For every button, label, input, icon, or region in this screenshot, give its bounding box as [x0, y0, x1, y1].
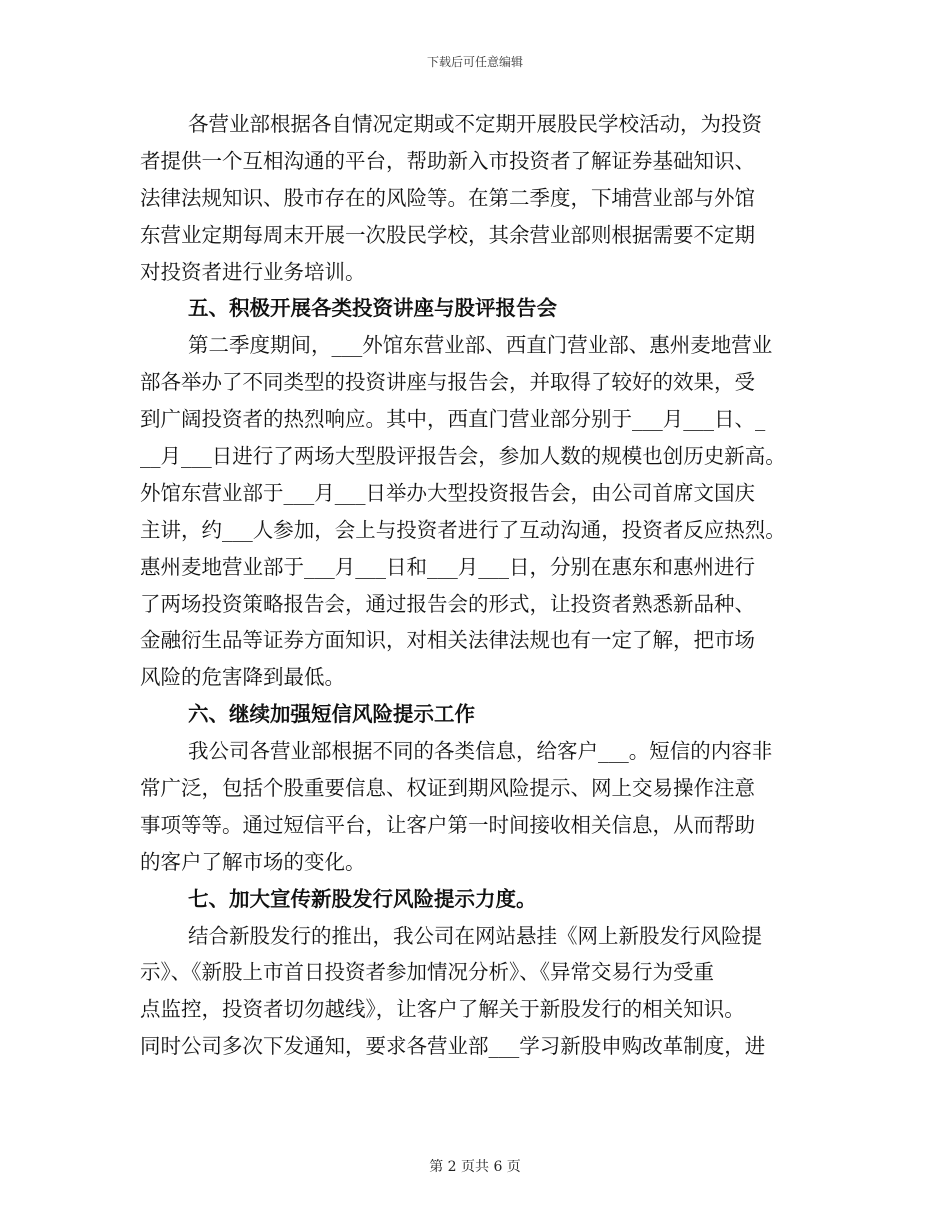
paragraph-line: 外馆东营业部于___月___日举办大型投资报告会，由公司首席文国庆	[140, 480, 755, 505]
section-heading: 七、加大宣传新股发行风险提示力度。	[188, 886, 537, 911]
paragraph-line: 常广泛，包括个股重要信息、权证到期风险提示、网上交易操作注意	[140, 776, 755, 801]
page-header: 下载后可任意编辑	[426, 55, 523, 69]
paragraph-line: 事项等等。通过短信平台，让客户第一时间接收相关信息，从而帮助	[140, 812, 755, 837]
paragraph-line: 我公司各营业部根据不同的各类信息，给客户___。短信的内容非	[188, 739, 773, 764]
paragraph-line: 法律法规知识、股市存在的风险等。在第二季度，下埔营业部与外馆	[140, 185, 755, 210]
paragraph-line: 惠州麦地营业部于___月___日和___月___日，分别在惠东和惠州进行	[140, 554, 755, 579]
paragraph-line: 金融衍生品等证券方面知识，对相关法律法规也有一定了解，把市场	[140, 628, 755, 653]
page-number: 第 2 页共 6 页	[429, 1159, 521, 1175]
paragraph-line: __月___日进行了两场大型股评报告会，参加人数的规模也创历史新高。	[140, 444, 786, 469]
paragraph-line: 东营业定期每周末开展一次股民学校，其余营业部则根据需要不定期	[140, 222, 755, 247]
paragraph-line: 第二季度期间，___外馆东营业部、西直门营业部、惠州麦地营业	[188, 333, 773, 358]
paragraph-line: 部各举办了不同类型的投资讲座与报告会，并取得了较好的效果，受	[140, 370, 755, 395]
paragraph-line: 示》、《新股上市首日投资者参加情况分析》、《异常交易行为受重	[140, 960, 714, 985]
paragraph-line: 同时公司多次下发通知，要求各营业部___学习新股申购改革制度，进	[140, 1034, 766, 1059]
section-heading: 五、积极开展各类投资讲座与股评报告会	[188, 296, 557, 321]
document-body	[140, 106, 820, 1065]
section-heading: 六、继续加强短信风险提示工作	[188, 702, 475, 727]
paragraph-line: 点监控，投资者切勿越线》，让客户了解关于新股发行的相关知识。	[140, 997, 745, 1022]
paragraph-line: 各营业部根据各自情况定期或不定期开展股民学校活动，为投资	[188, 112, 762, 136]
paragraph-line: 对投资者进行业务培训。	[140, 259, 366, 284]
paragraph-line: 风险的危害降到最低。	[140, 665, 345, 690]
paragraph-line: 结合新股发行的推出，我公司在网站悬挂《网上新股发行风险提	[188, 923, 762, 948]
paragraph-line: 的客户了解市场的变化。	[140, 849, 366, 874]
paragraph-line: 者提供一个互相沟通的平台，帮助新入市投资者了解证券基础知识、	[140, 148, 755, 173]
paragraph-line: 到广阔投资者的热烈响应。其中，西直门营业部分别于___月___日、_	[140, 407, 766, 432]
paragraph-line: 了两场投资策略报告会，通过报告会的形式，让投资者熟悉新品种、	[140, 591, 755, 616]
paragraph-line: 主讲，约___人参加，会上与投资者进行了互动沟通，投资者反应热烈。	[140, 517, 786, 542]
